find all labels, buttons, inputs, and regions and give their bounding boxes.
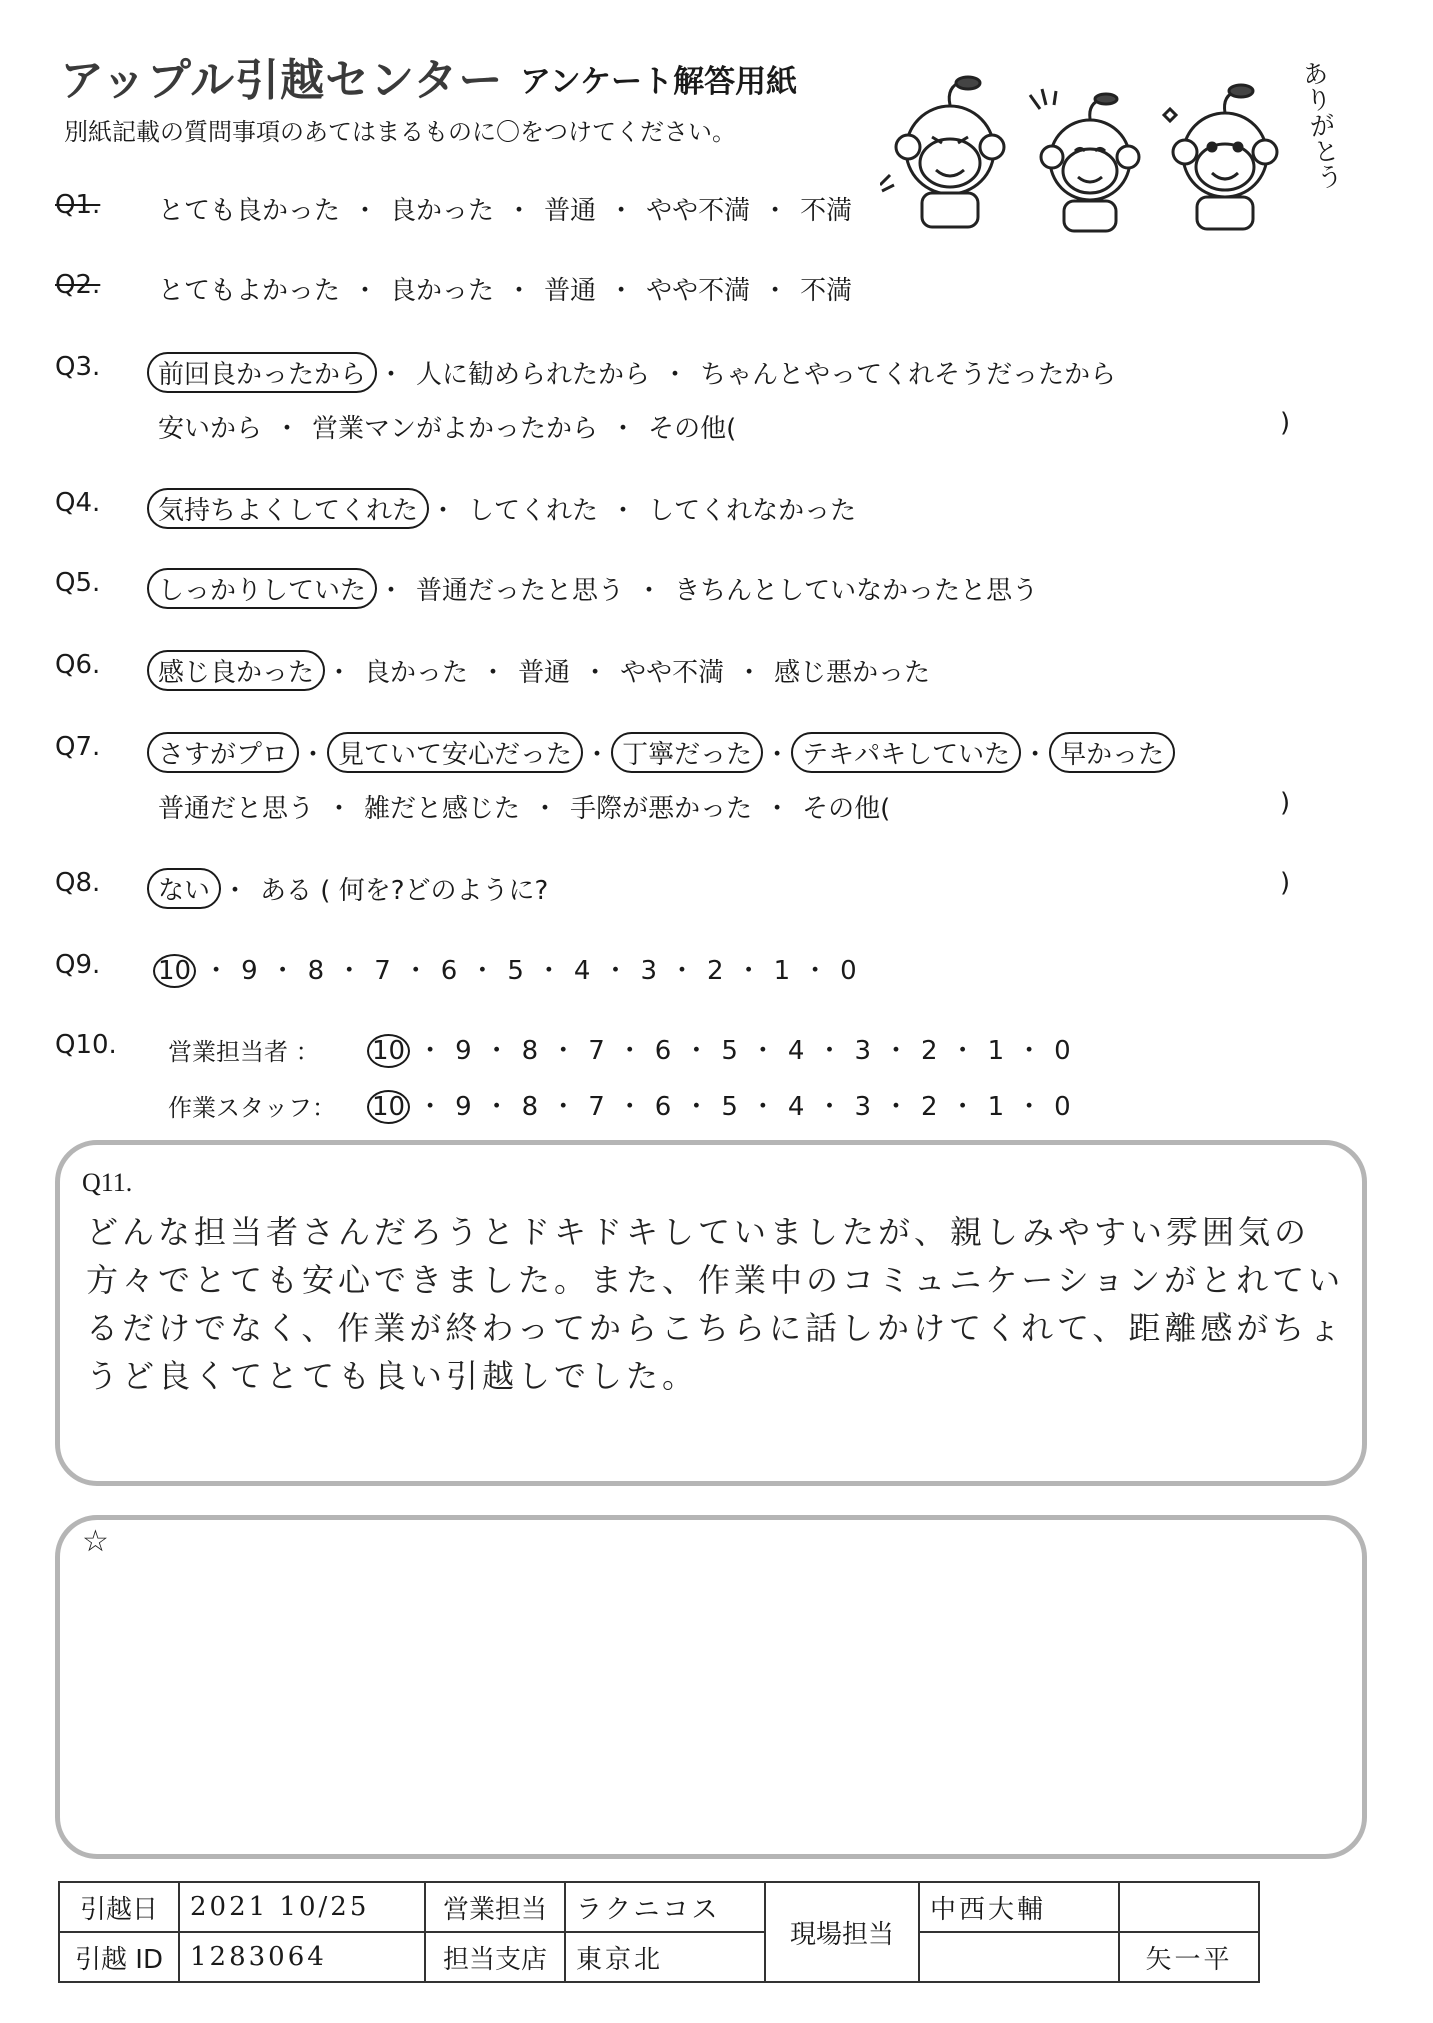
monkey-icon bbox=[1030, 89, 1139, 231]
branch-value[interactable]: 東京北 bbox=[565, 1932, 765, 1982]
q2-option-1[interactable]: とてもよかった bbox=[158, 276, 341, 306]
q9-score[interactable]: 9 bbox=[241, 956, 258, 986]
q7-option-4-selected[interactable]: テキパキしていた bbox=[791, 732, 1021, 773]
q1-option-4[interactable]: やや不満 bbox=[646, 196, 751, 226]
q7-option-6[interactable]: 普通だと思う bbox=[158, 794, 315, 824]
q5-option-1-selected[interactable]: しっかりしていた bbox=[147, 568, 377, 609]
q10-staff-score[interactable]: 9 bbox=[455, 1092, 472, 1122]
q10-sales-score[interactable]: 7 bbox=[588, 1036, 605, 1066]
q10-sales-score[interactable]: 3 bbox=[854, 1036, 872, 1066]
q4-option-1-selected[interactable]: 気持ちよくしてくれた bbox=[147, 488, 429, 529]
q3-option-3[interactable]: ちゃんとやってくれそうだったから bbox=[700, 360, 1117, 390]
q10-staff-scale: 10 ・ 9 ・ 8 ・ 7 ・ 6 ・ 5 ・ 4 ・ 3 ・ 2 ・ 1 ・ 0 bbox=[372, 1086, 1071, 1124]
q8-paren-close: ) bbox=[1280, 868, 1291, 898]
q2-option-2[interactable]: 良かった bbox=[390, 276, 495, 306]
site-rep-label: 現場担当 bbox=[765, 1882, 919, 1982]
q10-staff-score[interactable]: 0 bbox=[1054, 1092, 1071, 1122]
q9-score[interactable]: 1 bbox=[773, 956, 791, 986]
q10-sales-score[interactable]: 1 bbox=[987, 1036, 1005, 1066]
q10-sales-scale: 10 ・ 9 ・ 8 ・ 7 ・ 6 ・ 5 ・ 4 ・ 3 ・ 2 ・ 1 ・ 0 bbox=[372, 1030, 1071, 1068]
move-id-value[interactable]: 1283064 bbox=[179, 1932, 425, 1982]
q9-score[interactable]: 7 bbox=[374, 956, 391, 986]
mascot-illustration bbox=[880, 55, 1350, 235]
site-rep-value-2[interactable]: 矢一平 bbox=[1119, 1932, 1259, 1982]
q7-option-7[interactable]: 雑だと感じた bbox=[364, 794, 521, 824]
q6-option-4[interactable]: やや不満 bbox=[620, 658, 725, 688]
q7-option-5-selected[interactable]: 早かった bbox=[1049, 732, 1175, 773]
q10-sales-score[interactable]: 8 bbox=[521, 1036, 539, 1066]
q5-option-2[interactable]: 普通だったと思う bbox=[416, 576, 625, 606]
branch-label: 担当支店 bbox=[425, 1932, 565, 1982]
q9-scale: 10 ・ 9 ・ 8 ・ 7 ・ 6 ・ 5 ・ 4 ・ 3 ・ 2 ・ 1 ・ 0 bbox=[158, 950, 857, 988]
q8-option-2[interactable]: ある ( 何を?どのように? bbox=[260, 876, 549, 906]
info-table bbox=[58, 1881, 1260, 1983]
q3-option-2[interactable]: 人に勧められたから bbox=[416, 360, 651, 390]
site-rep-empty-cell-2[interactable] bbox=[919, 1932, 1119, 1982]
monkey-icon bbox=[1164, 85, 1277, 229]
q7-option-8[interactable]: 手際が悪かった bbox=[570, 794, 753, 824]
q8-option-1-selected[interactable]: ない bbox=[147, 868, 221, 909]
q6-option-3[interactable]: 普通 bbox=[518, 658, 571, 688]
q10-staff-score[interactable]: 2 bbox=[921, 1092, 938, 1122]
q6-label: Q6. bbox=[55, 650, 101, 680]
thanks-text: ありがとう bbox=[1296, 58, 1344, 192]
q10-staff-score[interactable]: 1 bbox=[987, 1092, 1005, 1122]
site-rep-empty-cell[interactable] bbox=[1119, 1882, 1259, 1932]
q6-options: 感じ良かった ・ 良かった ・ 普通 ・ やや不満 ・ 感じ悪かった bbox=[158, 650, 930, 691]
q8-label: Q8. bbox=[55, 868, 101, 898]
q3-label: Q3. bbox=[55, 352, 101, 382]
q10-sales-score[interactable]: 0 bbox=[1054, 1036, 1071, 1066]
q10-sales-score[interactable]: 2 bbox=[921, 1036, 938, 1066]
q1-option-1[interactable]: とても良かった bbox=[158, 196, 341, 226]
q3-option-1-selected[interactable]: 前回良かったから bbox=[147, 352, 377, 393]
q2-label: Q2. bbox=[55, 270, 101, 300]
q7-option-1-selected[interactable]: さすがプロ bbox=[147, 732, 299, 773]
instruction-text: 別紙記載の質問事項のあてはまるものに〇をつけてください。 bbox=[64, 118, 736, 146]
q10-staff-score-10-selected[interactable]: 10 bbox=[367, 1090, 410, 1124]
q10-staff-score[interactable]: 3 bbox=[854, 1092, 872, 1122]
q10-sales-score[interactable]: 5 bbox=[721, 1036, 738, 1066]
monkey-icon bbox=[880, 77, 1004, 227]
q10-staff-score[interactable]: 8 bbox=[521, 1092, 539, 1122]
q9-score[interactable]: 8 bbox=[307, 956, 325, 986]
q9-score[interactable]: 3 bbox=[640, 956, 658, 986]
q2-options: とてもよかった ・ 良かった ・ 普通 ・ やや不満 ・ 不満 bbox=[158, 270, 852, 307]
extra-comment-box[interactable] bbox=[55, 1515, 1367, 1859]
q5-options: しっかりしていた ・ 普通だったと思う ・ きちんとしていなかったと思う bbox=[158, 568, 1038, 609]
q3-option-4[interactable]: 安いから bbox=[158, 414, 263, 444]
q6-option-2[interactable]: 良かった bbox=[364, 658, 469, 688]
q2-option-3[interactable]: 普通 bbox=[544, 276, 597, 306]
q10-staff-score[interactable]: 5 bbox=[721, 1092, 738, 1122]
q10-staff-score[interactable]: 6 bbox=[654, 1092, 672, 1122]
sales-rep-value[interactable]: ラクニコス bbox=[565, 1882, 765, 1932]
q3-option-5[interactable]: 営業マンがよかったから bbox=[312, 414, 599, 444]
q1-option-2[interactable]: 良かった bbox=[390, 196, 495, 226]
star-icon: ☆ bbox=[82, 1524, 109, 1559]
q5-option-3[interactable]: きちんとしていなかったと思う bbox=[674, 576, 1039, 606]
q3-paren-close: ) bbox=[1280, 408, 1291, 438]
q7-option-other[interactable]: その他( bbox=[802, 794, 891, 824]
q1-options: とても良かった ・ 良かった ・ 普通 ・ やや不満 ・ 不満 bbox=[158, 190, 852, 227]
q6-option-5[interactable]: 感じ悪かった bbox=[774, 658, 931, 688]
q10-sales-score[interactable]: 6 bbox=[654, 1036, 672, 1066]
q10-sales-score-10-selected[interactable]: 10 bbox=[367, 1034, 410, 1068]
q9-score[interactable]: 5 bbox=[507, 956, 524, 986]
q3-options-row1: 前回良かったから ・ 人に勧められたから ・ ちゃんとやってくれそうだったから bbox=[158, 352, 1116, 393]
q5-label: Q5. bbox=[55, 568, 101, 598]
q8-options: ない ・ ある ( 何を?どのように? bbox=[158, 868, 548, 909]
q4-label: Q4. bbox=[55, 488, 101, 518]
q6-option-1-selected[interactable]: 感じ良かった bbox=[147, 650, 325, 691]
q10-staff-score[interactable]: 4 bbox=[787, 1092, 805, 1122]
q7-options-row1: さすがプロ ・ 見ていて安心だった ・ 丁寧だった ・ テキパキしていた ・ 早かった bbox=[158, 732, 1164, 773]
q10-sales-label: 営業担当者 ： bbox=[168, 1038, 320, 1066]
q7-option-3-selected[interactable]: 丁寧だった bbox=[611, 732, 763, 773]
q2-option-5[interactable]: 不満 bbox=[800, 276, 853, 306]
q7-option-2-selected[interactable]: 見ていて安心だった bbox=[327, 732, 583, 773]
q3-options-row2: 安いから ・ 営業マンがよかったから ・ その他( bbox=[158, 408, 736, 445]
q9-score[interactable]: 2 bbox=[707, 956, 724, 986]
q1-option-3[interactable]: 普通 bbox=[544, 196, 597, 226]
move-date-label: 引越日 bbox=[59, 1882, 179, 1932]
q1-option-5[interactable]: 不満 bbox=[800, 196, 853, 226]
q7-options-row2: 普通だと思う ・ 雑だと感じた ・ 手際が悪かった ・ その他( bbox=[158, 788, 890, 825]
q11-answer-text: どんな担当者さんだろうとドキドキしていましたが、親しみやすい雰囲気の方々でとても安心できました。また、作業中のコミュニケーションがとれているだけでなく、作業が終わってからこちらに話しかけてくれて、距離感がちょうど良くてとても良い引越しでした。 bbox=[86, 1213, 1345, 1395]
q2-option-4[interactable]: やや不満 bbox=[646, 276, 751, 306]
q10-sales-score[interactable]: 4 bbox=[787, 1036, 805, 1066]
q9-score[interactable]: 0 bbox=[840, 956, 857, 986]
q9-score[interactable]: 6 bbox=[440, 956, 458, 986]
q10-staff-label: 作業スタッフ： bbox=[168, 1094, 336, 1122]
q10-label: Q10. bbox=[55, 1030, 117, 1060]
sales-rep-label: 営業担当 bbox=[425, 1882, 565, 1932]
brand-name: アップル引越センター bbox=[60, 55, 504, 106]
q3-option-other[interactable]: その他( bbox=[648, 414, 737, 444]
q4-option-2[interactable]: してくれた bbox=[468, 496, 599, 526]
q7-label: Q7. bbox=[55, 732, 101, 762]
site-rep-value-1[interactable]: 中西大輔 bbox=[919, 1882, 1119, 1932]
form-title: アンケート解答用紙 bbox=[520, 64, 798, 100]
q10-sales-score[interactable]: 9 bbox=[455, 1036, 472, 1066]
q4-options: 気持ちよくしてくれた ・ してくれた ・ してくれなかった bbox=[158, 488, 856, 529]
move-date-value[interactable]: 2021 10/25 bbox=[179, 1882, 425, 1932]
q9-score[interactable]: 4 bbox=[573, 956, 591, 986]
q4-option-3[interactable]: してくれなかった bbox=[648, 496, 857, 526]
q7-paren-close: ) bbox=[1280, 788, 1291, 818]
move-id-label: 引越 ID bbox=[59, 1932, 179, 1982]
q10-staff-score[interactable]: 7 bbox=[588, 1092, 605, 1122]
q11-label: Q11. bbox=[82, 1168, 133, 1197]
q9-score-10-selected[interactable]: 10 bbox=[153, 954, 196, 988]
q9-label: Q9. bbox=[55, 950, 101, 980]
q1-label: Q1. bbox=[55, 190, 101, 220]
